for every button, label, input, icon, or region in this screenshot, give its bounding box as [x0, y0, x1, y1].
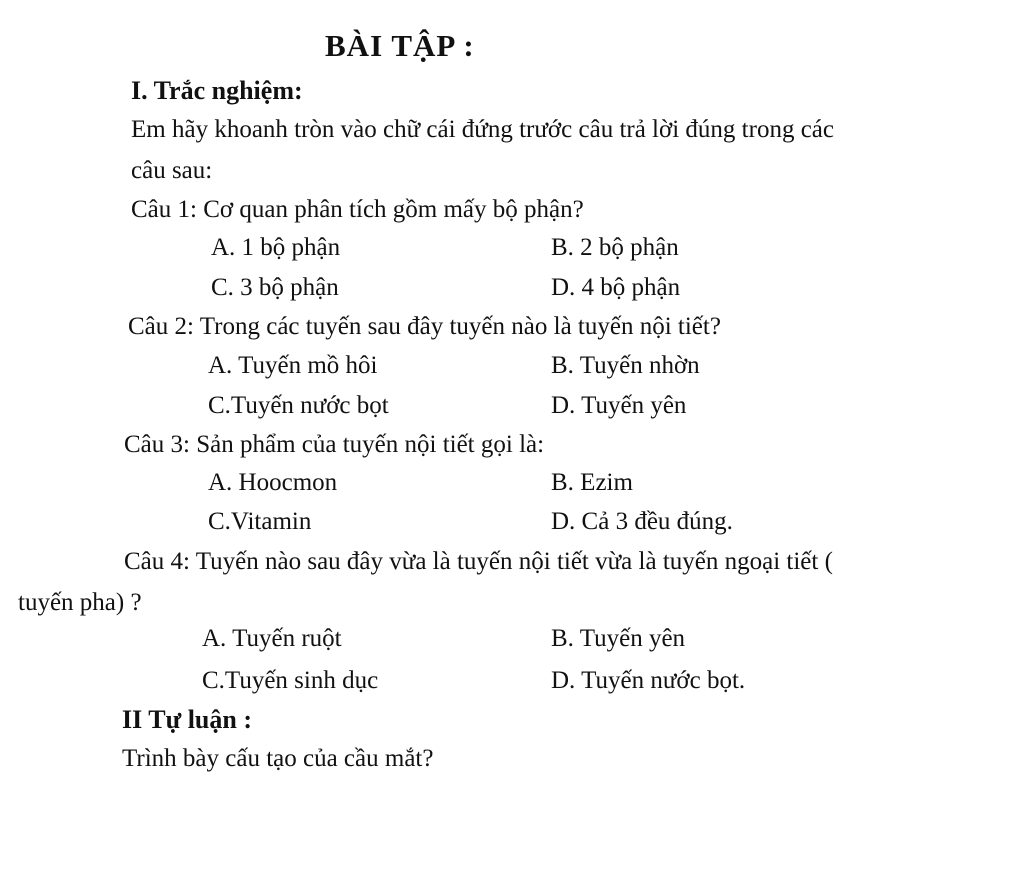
question-2-text: Câu 2: Trong các tuyến sau đây tuyến nào là tuyến nội tiết? — [128, 313, 721, 340]
question-4-option-a: A. Tuyến ruột — [202, 625, 342, 652]
question-2-option-c: C.Tuyến nước bọt — [208, 392, 389, 419]
page-title: BÀI TẬP : — [325, 28, 475, 63]
question-3-option-c: C.Vitamin — [208, 508, 312, 535]
question-3-text: Câu 3: Sản phẩm của tuyến nội tiết gọi là: — [124, 431, 545, 458]
question-1-option-d: D. 4 bộ phận — [551, 274, 681, 301]
section-multiple-choice-heading: I. Trắc nghiệm: — [131, 76, 303, 105]
question-1-option-b: B. 2 bộ phận — [551, 234, 679, 261]
question-1-option-a: A. 1 bộ phận — [211, 234, 341, 261]
question-3-option-b: B. Ezim — [551, 469, 633, 496]
question-3-option-d: D. Cả 3 đều đúng. — [551, 508, 733, 535]
instruction-line-1: Em hãy khoanh tròn vào chữ cái đứng trước câu trả lời đúng trong các — [131, 116, 834, 143]
question-1-option-c: C. 3 bộ phận — [211, 274, 339, 301]
question-4-option-d: D. Tuyến nước bọt. — [551, 667, 746, 694]
question-4-text-line-1: Câu 4: Tuyến nào sau đây vừa là tuyến nội tiết vừa là tuyến ngoại tiết ( — [124, 548, 833, 575]
question-1-text: Câu 1: Cơ quan phân tích gồm mấy bộ phận? — [131, 196, 584, 223]
question-4-option-c: C.Tuyến sinh dục — [202, 667, 379, 694]
instruction-line-2: câu sau: — [131, 157, 213, 184]
question-3-option-a: A. Hoocmon — [208, 469, 338, 496]
question-2-option-b: B. Tuyến nhờn — [551, 352, 700, 379]
section-essay-heading: II Tự luận : — [122, 705, 253, 734]
question-4-option-b: B. Tuyến yên — [551, 625, 686, 652]
question-2-option-a: A. Tuyến mồ hôi — [208, 352, 378, 379]
question-4-text-line-2: tuyến pha) ? — [18, 589, 142, 616]
question-2-option-d: D. Tuyến yên — [551, 392, 687, 419]
essay-question: Trình bày cấu tạo của cầu mắt? — [122, 745, 434, 772]
